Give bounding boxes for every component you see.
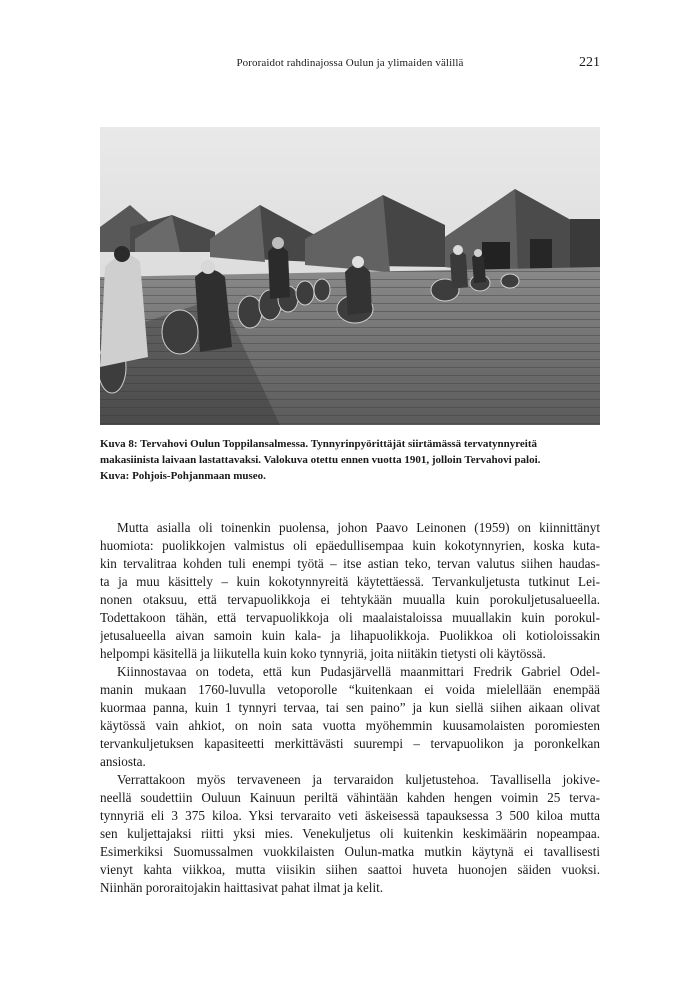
- paragraph: [100, 519, 600, 663]
- text-line: helpompi käsitellä ja liikutella kuin koko tynnyriä, joita niitäkin tietysti oli käytössä.: [100, 646, 546, 661]
- text-line: vienyt kahta viikkoa, mutta viisikin siihen saattoi huveta huonojen säiden vuoksi.: [100, 862, 600, 877]
- text-line: Verrattakoon myös tervaveneen ja tervaraidon kuljetustehoa. Tavallisella jokive-: [117, 772, 600, 787]
- text-line: manin mukaan 1760-luvulla vetoporolle “kuitenkaan ei voida mielellään enempää: [100, 682, 600, 697]
- text-line: jetusalueella aivan samoin kuin kala- ja lihapuolikkoja. Puolikkoa oli kotioloissakin: [100, 628, 600, 643]
- text-line: Todettakoon tähän, että tervapuolikkoja oli maalaistaloissa muuallakin kuin porokul-: [100, 610, 600, 625]
- text-line: kin tervalitraa kohden tuli enempi työtä – itse astian teko, tervan valutus siihen haudas-: [100, 556, 600, 571]
- page-number: 221: [579, 55, 600, 70]
- caption-line: Kuva: Pohjois-Pohjanmaan museo.: [100, 470, 266, 482]
- text-line: käytössä vain ahkiot, on noin sata vuotta myöhemmin kuusamolaisten poromiesten: [100, 718, 600, 733]
- text-line: Kiinnostavaa on todeta, että kun Pudasjärvellä maanmittari Fredrik Gabriel Odel-: [117, 664, 600, 679]
- text-line: sen kuljettajaksi riitti yksi mies. Venekuljetus oli kuitenkin keskimäärin nopeampaa.: [100, 826, 600, 841]
- text-line: tervankuljetuksen kapasiteetti merkittävästi suurempi – tervapuolikon ja poronkelkan: [100, 736, 600, 751]
- text-line: neellä soudettiin Ouluun Kainuun periltä vähintään kahden hengen voimin 25 terva-: [100, 790, 600, 805]
- text-line: nonen otaksuu, että tervapuolikkoja ei tehtykään muualla kuin porokuljetusalueella.: [100, 592, 600, 607]
- running-title: Pororaidot rahdinajossa Oulun ja ylimaiden välillä: [236, 57, 464, 69]
- paragraph: [100, 663, 600, 771]
- text-line: kuormaa panna, kuin 1 tynnyri tervaa, tai sen paino” ja kun siellä siihen aikaan olivat: [100, 700, 600, 715]
- figure-caption: [100, 436, 600, 484]
- text-line: tynnyriä eli 3 375 kiloa. Yksi tervaraito veti äskeisessä tapauksessa 3 500 kiloa mutta: [100, 808, 600, 823]
- text-line: huomiota: puolikkojen valmistus oli epäedullisempaa kuin kokotynnyrien, koska kuta-: [100, 538, 600, 553]
- text-line: Niinhän pororaitojakin haittasivat pahat ilmat ja kelit.: [100, 880, 384, 895]
- paragraph: [100, 771, 600, 897]
- caption-line: Kuva 8: Tervahovi Oulun Toppilansalmessa. Tynnyrinpyörittäjät siirtämässä tervatynnyreitä: [100, 438, 538, 450]
- text-line: Mutta asialla oli toinenkin puolensa, johon Paavo Leinonen (1959) on kiinnittänyt: [117, 520, 600, 535]
- text-line: ta ja muu käsittely – kuin kokotynnyreitä käytettäessä. Tervankuljetusta tutkinut Lei-: [100, 574, 600, 589]
- caption-line: makasiinista laivaan lastattavaksi. Valokuva otettu ennen vuotta 1901, jolloin Tervahovi paloi.: [100, 454, 541, 466]
- text-line: ansiosta.: [100, 754, 146, 769]
- body-text: [100, 519, 600, 897]
- running-header: [100, 55, 600, 75]
- historical-photograph: [100, 127, 600, 425]
- text-line: Esimerkiksi Suomussalmen vuokkilaisten Oulun-matka mutkin käytynä ei tavallisesti: [100, 844, 600, 859]
